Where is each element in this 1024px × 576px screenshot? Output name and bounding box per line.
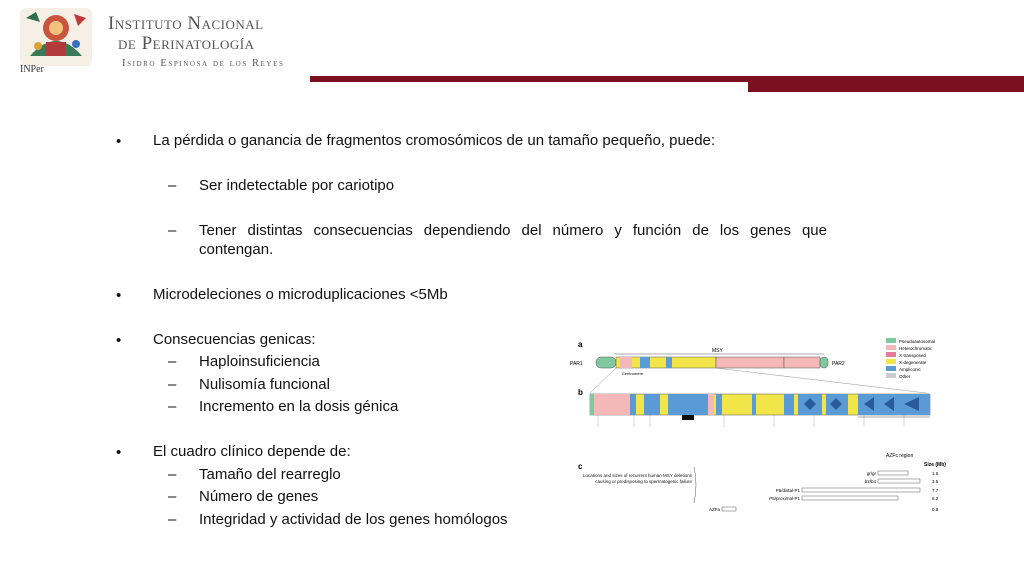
- institution-line-1: Instituto Nacional: [108, 13, 264, 34]
- institution-line-3: Isidro Espinosa de los Reyes: [122, 58, 285, 69]
- azfc-region-label: AZFc region: [886, 453, 914, 459]
- par2-segment: [820, 357, 828, 368]
- size-header: Size (Mb): [924, 462, 946, 468]
- deletion-size: 1.6: [932, 471, 939, 476]
- legend-item: Pseudoautosomal: [899, 339, 936, 344]
- centromere-label: Centromere: [622, 371, 644, 376]
- sub-bullet-4b: Número de genes: [199, 488, 319, 505]
- y-chromosome-figure: [570, 335, 964, 520]
- legend-item: Heterochromatic: [899, 346, 933, 351]
- logo-label: INPer: [20, 64, 44, 75]
- sub-bullet-2-line-2: contengan.: [199, 241, 274, 258]
- sub-bullet-2-line-1: Tener distintas consecuencias dependiendo del número y función de los genes que: [199, 222, 827, 239]
- bullet-marker: •: [116, 133, 122, 150]
- bullet-3: Consecuencias genicas:: [153, 331, 316, 348]
- legend-item: Ampliconic: [899, 367, 921, 372]
- msy-label: MSY: [712, 348, 723, 354]
- legend: [886, 338, 935, 379]
- deletion-size: 6.2: [932, 496, 939, 501]
- legend-item: X-degenerate: [899, 360, 927, 365]
- deletion-bar: [722, 507, 736, 511]
- deletion-size: 7.7: [932, 488, 939, 493]
- deletion-name: P5/distal-P1: [775, 488, 800, 493]
- sub-bullet-3a: Haploinsuficiencia: [199, 353, 320, 370]
- bullet-4: El cuadro clínico depende de:: [153, 443, 351, 460]
- bullet-marker: •: [116, 332, 122, 349]
- legend-item: X-transposed: [899, 353, 926, 358]
- heterochromatic-segment: [716, 357, 784, 368]
- deletion-bar: [802, 496, 898, 500]
- bullet-marker: •: [116, 444, 122, 461]
- dash-marker: –: [168, 398, 177, 415]
- chr-expanded-bar: [590, 394, 930, 420]
- sub-bullet-4c: Integridad y actividad de los genes homólogos: [199, 511, 508, 528]
- deletion-size: 0.8: [932, 507, 939, 512]
- par1-segment: [596, 357, 616, 368]
- bullet-1: La pérdida o ganancia de fragmentos cromosómicos de un tamaño pequeño, puede:: [153, 132, 716, 149]
- legend-item: Other: [899, 374, 911, 379]
- panel-a-label: a: [578, 340, 583, 349]
- deletion-name: AZFa: [708, 507, 720, 512]
- panel-c-label: c: [578, 462, 583, 471]
- bullet-2: Microdeleciones o microduplicaciones <5Mb: [153, 286, 448, 303]
- institution-line-2: de Perinatología: [118, 33, 255, 54]
- dash-marker: –: [168, 376, 177, 393]
- dash-marker: –: [168, 511, 177, 528]
- deletion-name: gr/gr: [866, 471, 876, 476]
- sub-bullet-1: Ser indetectable por cariotipo: [199, 177, 395, 194]
- dash-marker: –: [168, 222, 177, 239]
- c-caption: Locations and sizes of recurrent human MSY deletions causing or predisposing to spermatogenic failure: [583, 473, 692, 484]
- sub-bullet-4a: Tamaño del rearreglo: [199, 466, 341, 483]
- deletion-bar: [878, 471, 908, 475]
- sub-bullet-3b: Nulisomía funcional: [199, 376, 330, 393]
- panel-b-label: b: [578, 388, 583, 397]
- dash-marker: –: [168, 466, 177, 483]
- dash-marker: –: [168, 353, 177, 370]
- deletion-bar: [878, 479, 920, 483]
- deletion-rows: [709, 471, 939, 512]
- deletion-size: 3.5: [932, 479, 939, 484]
- bullet-marker: •: [116, 287, 122, 304]
- dash-marker: –: [168, 488, 177, 505]
- deletion-name: b2/b4: [864, 479, 876, 484]
- par1-label: PAR1: [570, 361, 583, 367]
- par2-label: PAR2: [832, 361, 845, 367]
- deletion-name: P5/proximal-P1: [769, 496, 800, 501]
- sub-bullet-3c: Incremento en la dosis génica: [199, 398, 399, 415]
- dash-marker: –: [168, 177, 177, 194]
- deletion-bar: [802, 488, 920, 492]
